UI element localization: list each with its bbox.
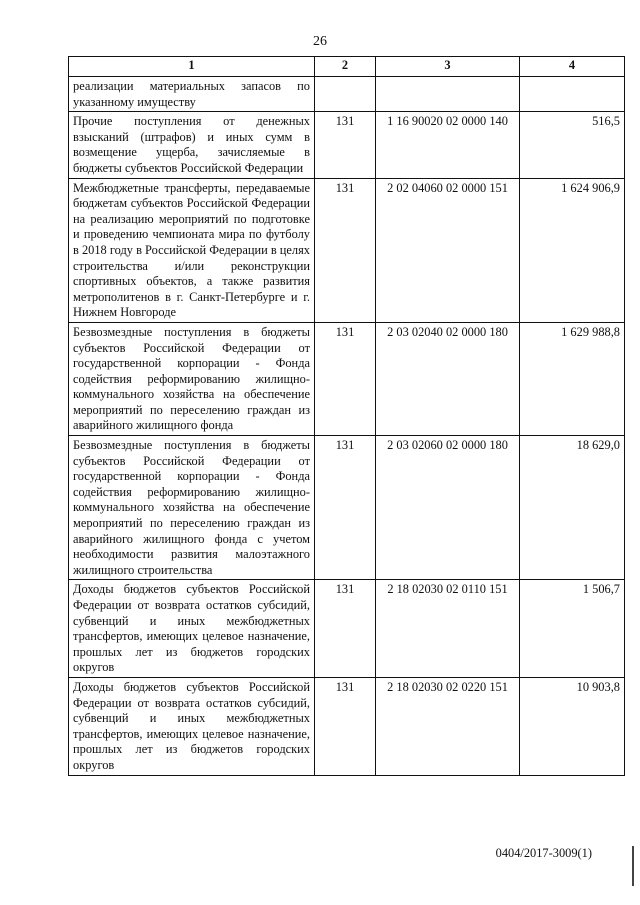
table-row: [69, 322, 625, 435]
classification-code-cell: 2 02 04060 02 0000 151: [376, 178, 520, 322]
classification-code-cell: 2 03 02040 02 0000 180: [376, 322, 520, 435]
column-header-3: 3: [376, 57, 520, 77]
amount-cell: [520, 77, 625, 112]
code-cell: 131: [315, 178, 376, 322]
amount-cell: 1 624 906,9: [520, 178, 625, 322]
column-header-4: 4: [520, 57, 625, 77]
table-row: [69, 178, 625, 322]
table-row: [69, 77, 625, 112]
code-cell: 131: [315, 112, 376, 178]
amount-cell: 1 506,7: [520, 580, 625, 678]
classification-code-cell: 2 03 02060 02 0000 180: [376, 436, 520, 580]
scan-edge-mark: [632, 846, 634, 886]
income-name-cell: реализации материальных запасов по указанному имуществу: [69, 77, 315, 112]
code-cell: 131: [315, 436, 376, 580]
page-number: 26: [313, 34, 327, 49]
column-header-2: 2: [315, 57, 376, 77]
classification-code-cell: 2 18 02030 02 0220 151: [376, 677, 520, 775]
table-row: [69, 436, 625, 580]
classification-code-cell: 2 18 02030 02 0110 151: [376, 580, 520, 678]
amount-cell: 1 629 988,8: [520, 322, 625, 435]
code-cell: 131: [315, 322, 376, 435]
document-code: 0404/2017-3009(1): [495, 846, 592, 860]
table-row: [69, 677, 625, 775]
classification-code-cell: 1 16 90020 02 0000 140: [376, 112, 520, 178]
income-name-cell: Безвозмездные поступления в бюджеты субъектов Российской Федерации от государственной корпорации - Фонда содействия реформированию жилищно-коммунального хозяйства на обеспечение мероприятий по переселению граждан из аварийного жилищного фонда с учетом необходимости развития малоэтажного жилищного строительства: [69, 436, 315, 580]
amount-cell: 516,5: [520, 112, 625, 178]
column-header-1: 1: [69, 57, 315, 77]
code-cell: 131: [315, 580, 376, 678]
classification-code-cell: [376, 77, 520, 112]
table-row: [69, 112, 625, 178]
amount-cell: 10 903,8: [520, 677, 625, 775]
income-name-cell: Безвозмездные поступления в бюджеты субъектов Российской Федерации от государственной корпорации - Фонда содействия реформированию жилищно-коммунального хозяйства на обеспечение мероприятий по переселению граждан из аварийного жилищного фонда: [69, 322, 315, 435]
income-name-cell: Доходы бюджетов субъектов Российской Федерации от возврата остатков субсидий, субвенций и иных межбюджетных трансфертов, имеющих целевое назначение, прошлых лет из бюджетов городских округов: [69, 677, 315, 775]
income-name-cell: Прочие поступления от денежных взысканий (штрафов) и иных сумм в возмещение ущерба, зачисляемые в бюджеты субъектов Российской Федерации: [69, 112, 315, 178]
table-header-row: [69, 57, 625, 77]
amount-cell: 18 629,0: [520, 436, 625, 580]
code-cell: [315, 77, 376, 112]
revenue-table: [68, 56, 625, 776]
income-name-cell: Доходы бюджетов субъектов Российской Федерации от возврата остатков субсидий, субвенций и иных межбюджетных трансфертов, имеющих целевое назначение, прошлых лет из бюджетов городских округов: [69, 580, 315, 678]
table-row: [69, 580, 625, 678]
code-cell: 131: [315, 677, 376, 775]
income-name-cell: Межбюджетные трансферты, передаваемые бюджетам субъектов Российской Федерации на реализацию мероприятий по подготовке и проведению чемпионата мира по футболу в 2018 году в Российской Федерации в целях строительства и/или реконструкции спортивных объектов, а также развития метрополитенов в г. Санкт-Петербурге и г. Нижнем Новгороде: [69, 178, 315, 322]
